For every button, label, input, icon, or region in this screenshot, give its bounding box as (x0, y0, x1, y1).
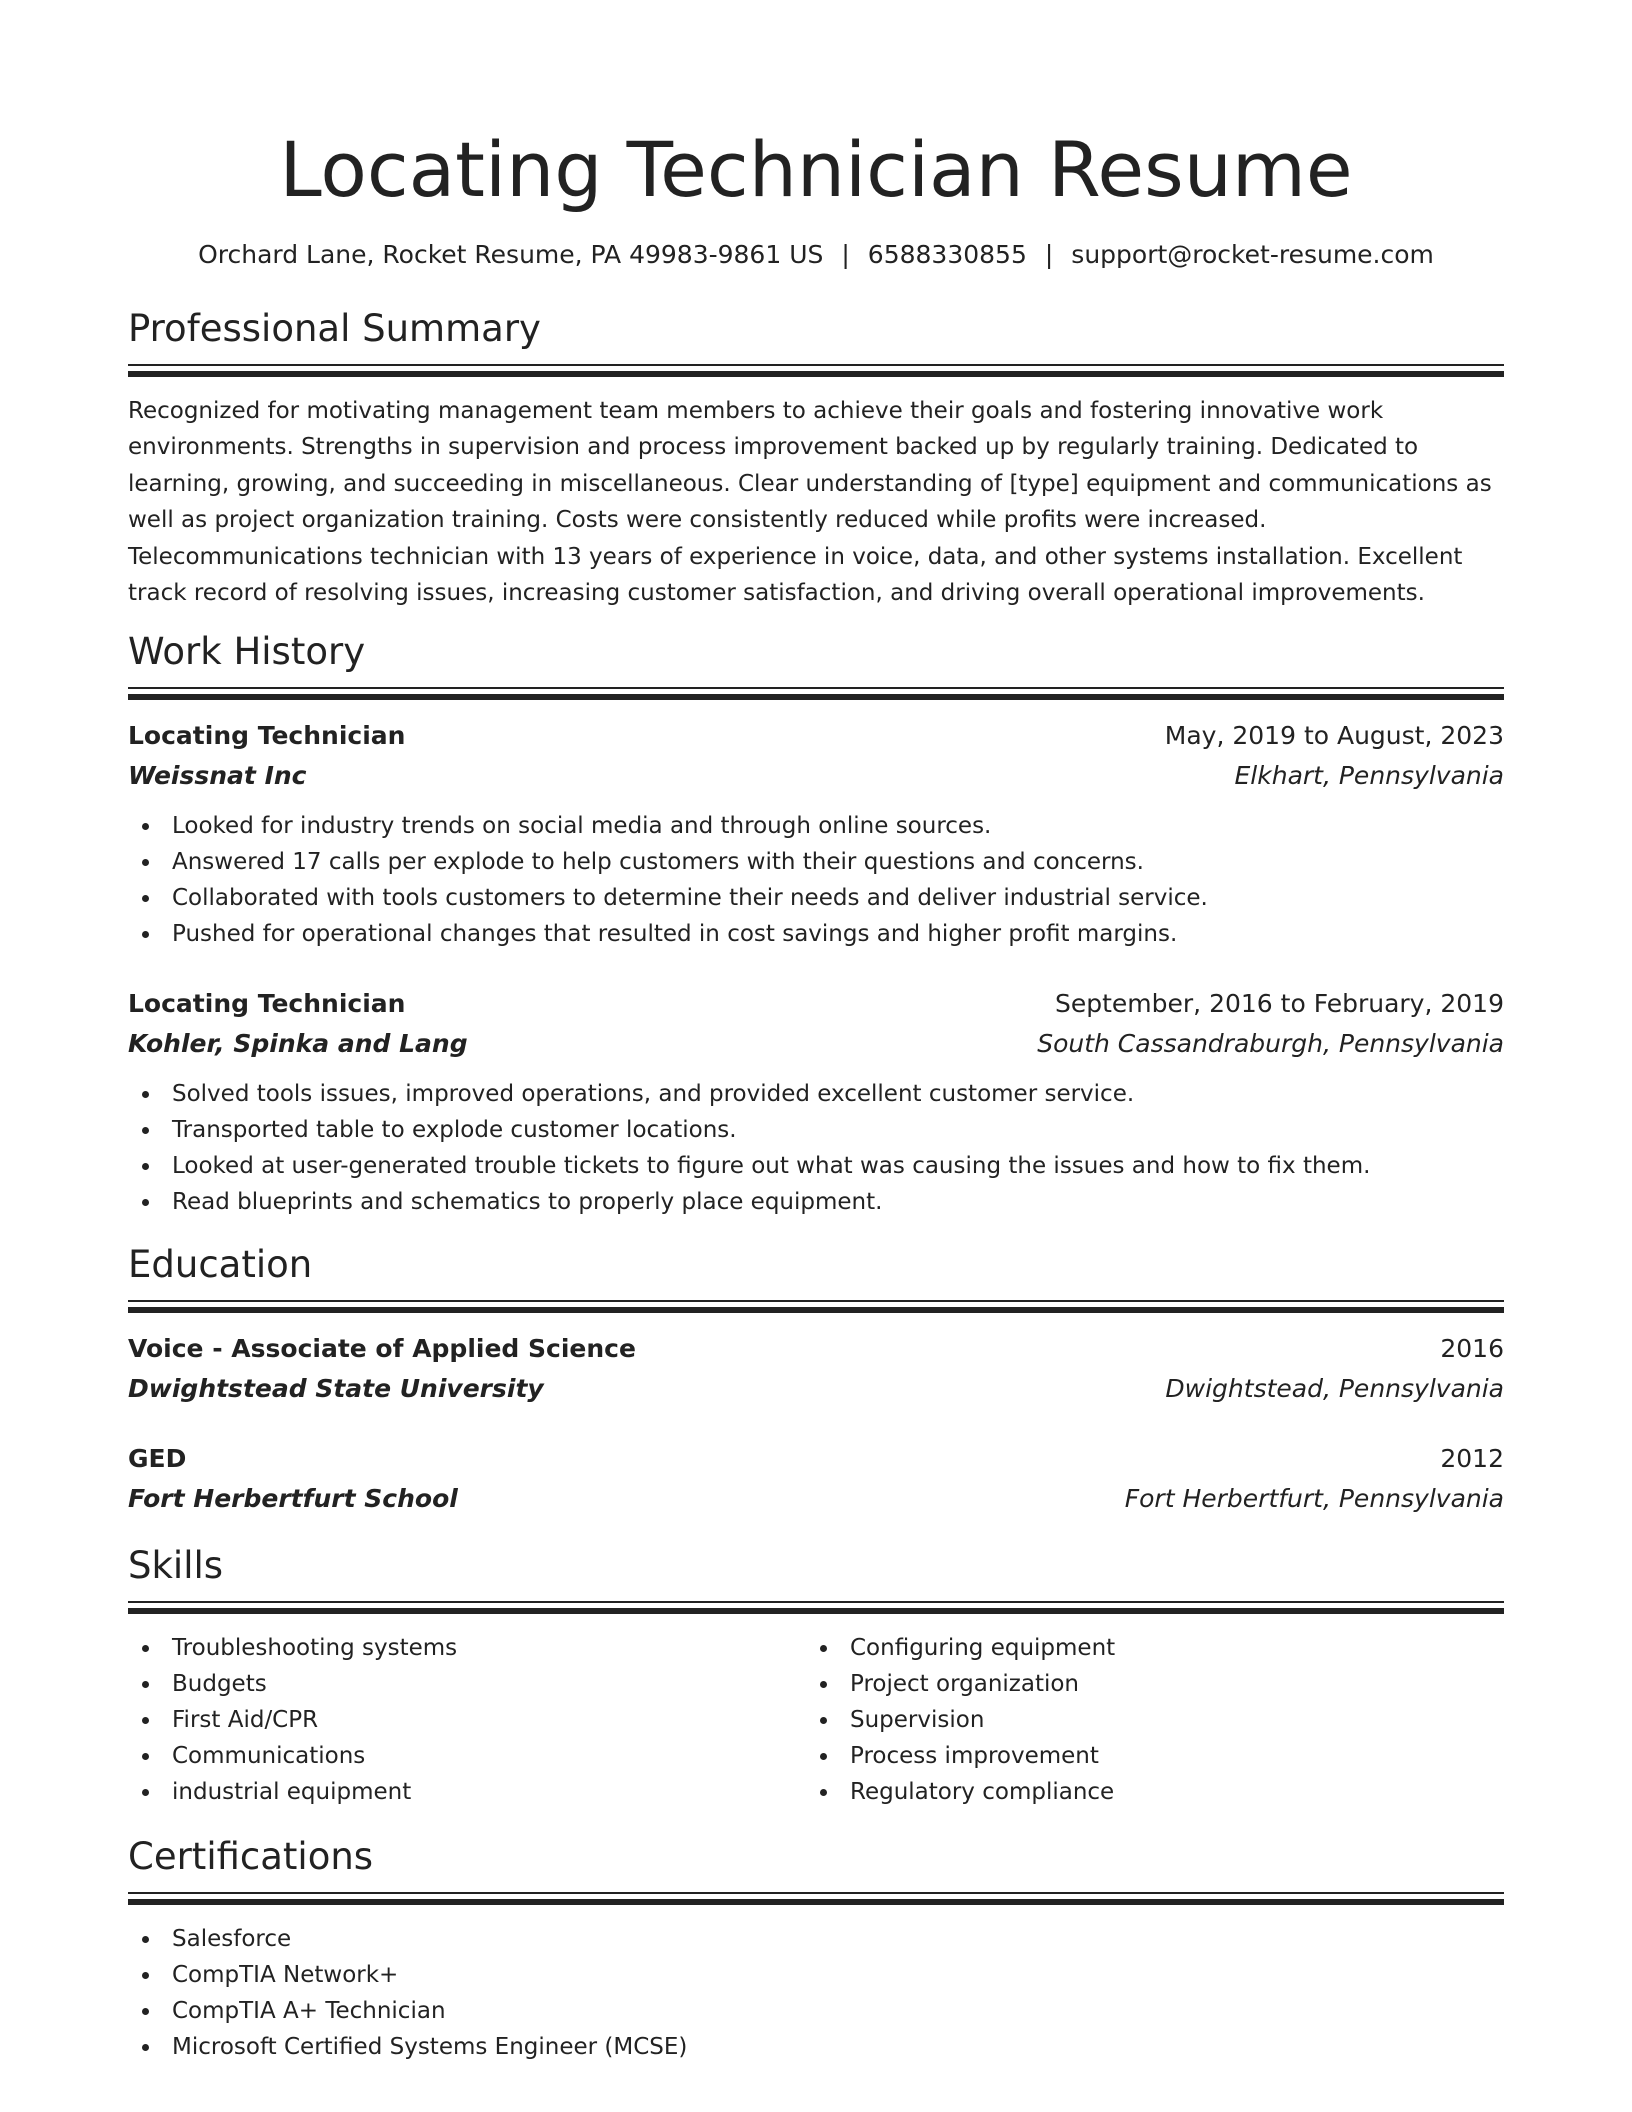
job-header-row (128, 716, 1504, 756)
section-divider (128, 1300, 1504, 1315)
section-divider (128, 364, 1504, 379)
list-item: industrial equipment (128, 1774, 806, 1810)
section-title-certifications: Certifications (128, 1835, 374, 1879)
list-item: Looked at user-generated trouble tickets to figure out what was causing the issues and how to fix them. (128, 1148, 1504, 1184)
job-location: South Cassandraburgh, Pennsylvania (1037, 1029, 1504, 1059)
section-title-skills: Skills (128, 1544, 224, 1588)
list-item: Process improvement (806, 1738, 1484, 1774)
skills-section (128, 1541, 1504, 1810)
job-position: Locating Technician (128, 989, 406, 1019)
education-school: Dwightstead State University (128, 1374, 544, 1404)
list-item: Salesforce (128, 1921, 1504, 1957)
education-school-row (128, 1369, 1504, 1409)
job-dates: May, 2019 to August, 2023 (1164, 721, 1504, 751)
list-item: Looked for industry trends on social media and through online sources. (128, 808, 1504, 844)
education-year: 2012 (1440, 1444, 1504, 1474)
section-divider (128, 1892, 1504, 1907)
section-divider (128, 1601, 1504, 1616)
list-item: CompTIA A+ Technician (128, 1993, 1504, 2029)
section-title-summary: Professional Summary (128, 307, 541, 350)
list-item: Collaborated with tools customers to determine their needs and deliver industrial service. (128, 880, 1504, 916)
skills-list-left (128, 1630, 806, 1810)
contact-line (128, 236, 1504, 274)
job-header-row (128, 984, 1504, 1024)
education-header-row (128, 1329, 1504, 1369)
education-location: Dwightstead, Pennsylvania (1165, 1374, 1504, 1404)
skills-grid (128, 1630, 1504, 1810)
certifications-section (128, 1832, 1504, 2065)
education-location: Fort Herbertfurt, Pennsylvania (1124, 1484, 1504, 1514)
job-company: Weissnat Inc (128, 761, 307, 791)
list-item: Answered 17 calls per explode to help customers with their questions and concerns. (128, 844, 1504, 880)
list-item: Transported table to explode customer locations. (128, 1112, 1504, 1148)
summary-section (128, 304, 1504, 611)
job-bullets (128, 1076, 1504, 1220)
section-title-education: Education (128, 1243, 313, 1287)
education-entry (128, 1329, 1504, 1409)
list-item: Regulatory compliance (806, 1774, 1484, 1810)
job-entry (128, 716, 1504, 952)
list-item: Project organization (806, 1666, 1484, 1702)
job-entry (128, 984, 1504, 1220)
contact-separator: | (1044, 240, 1054, 269)
resume-page (128, 0, 1504, 2065)
list-item: Read blueprints and schematics to properly place equipment. (128, 1184, 1504, 1220)
contact-separator: | (841, 240, 850, 269)
job-bullets (128, 808, 1504, 952)
job-location: Elkhart, Pennsylvania (1234, 761, 1504, 791)
resume-title: Locating Technician Resume (279, 125, 1353, 214)
education-section (128, 1240, 1504, 1519)
education-entry (128, 1439, 1504, 1519)
list-item: Microsoft Certified Systems Engineer (MCSE) (128, 2029, 1504, 2065)
education-degree: GED (128, 1444, 187, 1474)
education-year: 2016 (1440, 1334, 1504, 1364)
list-item: Supervision (806, 1702, 1484, 1738)
certifications-list (128, 1921, 1504, 2065)
education-degree: Voice - Associate of Applied Science (128, 1334, 636, 1364)
job-company: Kohler, Spinka and Lang (128, 1029, 468, 1059)
list-item: Solved tools issues, improved operations, and provided excellent customer service. (128, 1076, 1504, 1112)
work-history-section (128, 627, 1504, 1220)
list-item: First Aid/CPR (128, 1702, 806, 1738)
job-company-row (128, 756, 1504, 796)
list-item: Budgets (128, 1666, 806, 1702)
section-divider (128, 687, 1504, 702)
job-company-row (128, 1024, 1504, 1064)
skills-list-right (806, 1630, 1484, 1810)
list-item: CompTIA Network+ (128, 1957, 1504, 1993)
list-item: Configuring equipment (806, 1630, 1484, 1666)
education-header-row (128, 1439, 1504, 1479)
education-school: Fort Herbertfurt School (128, 1484, 458, 1514)
list-item: Troubleshooting systems (128, 1630, 806, 1666)
section-title-work-history: Work History (128, 630, 366, 674)
summary-text: Recognized for motivating management team members to achieve their goals and fostering innovative work environments. Strengths in supervision and process improvement backed up by regularly training. Dedicated to learning, growing, and succeeding in miscellaneous. Clear understanding of [type] equipment and communications as well as project organization training. Costs were consistently reduced while profits were increased. Telecommunications technician with 13 years of experience in voice, data, and other systems installation. Excellent track record of resolving issues, increasing customer satisfaction, and driving overall operational improvements. (128, 398, 1492, 607)
contact-address: Orchard Lane, Rocket Resume, PA 49983-9861 US (198, 240, 824, 269)
contact-phone: 6588330855 (867, 240, 1027, 269)
job-position: Locating Technician (128, 721, 406, 751)
education-school-row (128, 1479, 1504, 1519)
list-item: Communications (128, 1738, 806, 1774)
contact-email: support@rocket-resume.com (1071, 240, 1434, 269)
list-item: Pushed for operational changes that resulted in cost savings and higher profit margins. (128, 916, 1504, 952)
job-dates: September, 2016 to February, 2019 (1055, 989, 1504, 1019)
